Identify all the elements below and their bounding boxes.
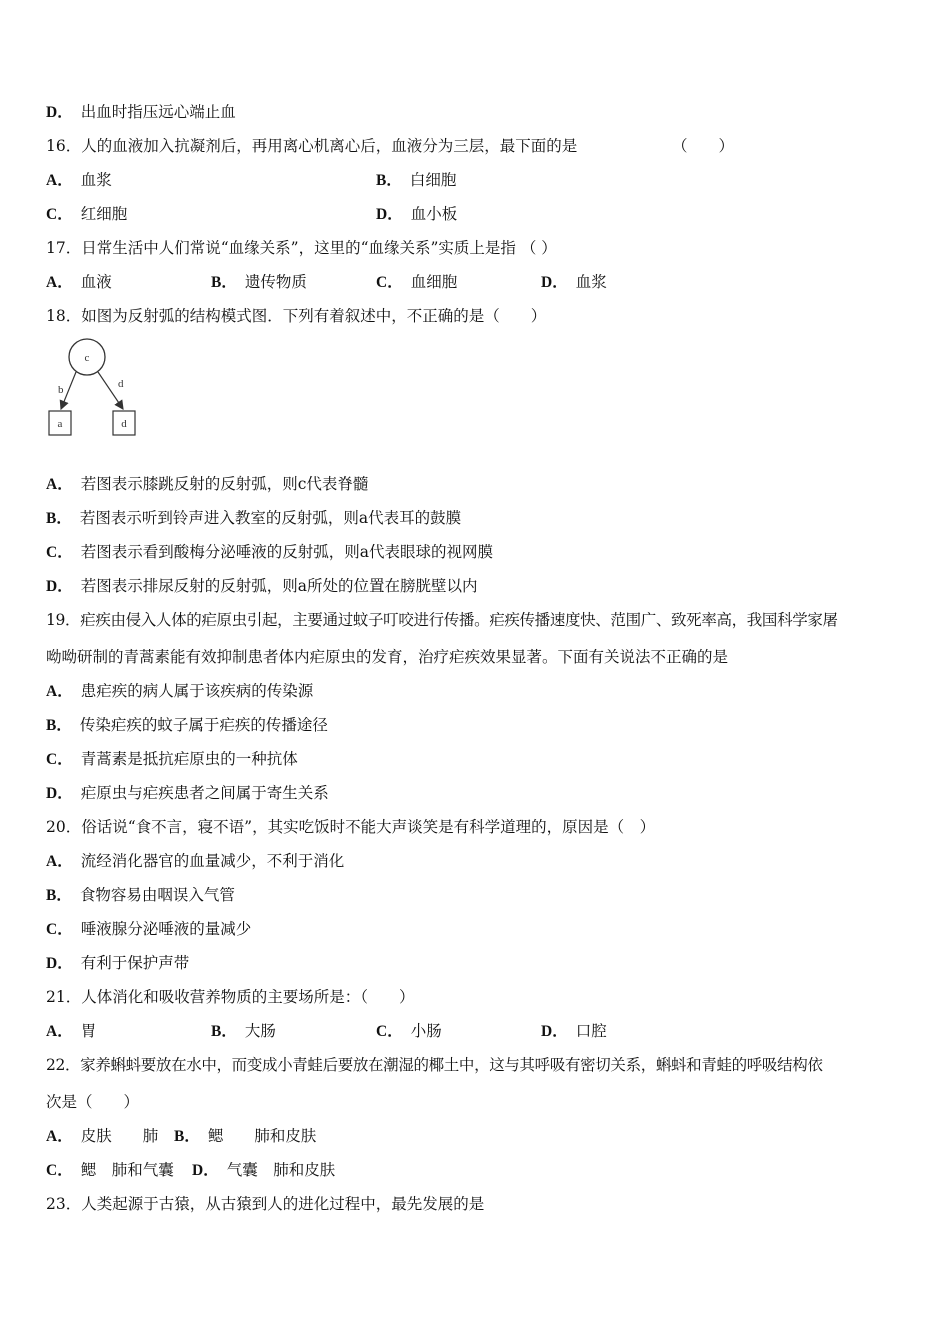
node-a-label: a: [57, 418, 63, 430]
q20-option-c: C． 唾液腺分泌唾液的量减少: [46, 920, 252, 938]
node-d-label: d: [121, 418, 127, 430]
q17-option-c: C． 血细胞: [376, 273, 458, 291]
q18-option-a: A． 若图表示膝跳反射的反射弧，则c代表脊髓: [46, 475, 369, 493]
q19-option-d: D． 疟原虫与疟疾患者之间属于寄生关系: [46, 784, 329, 802]
q22-option-a: A． 皮肤 肺: [46, 1127, 159, 1145]
q19-stem-line1: 19．疟疾由侵入人体的疟原虫引起，主要通过蚊子叮咬进行传播。疟疾传播速度快、范围广、致死率高，我国科学家屠: [46, 611, 838, 629]
q16-option-a: A． 血浆: [46, 171, 112, 189]
q22-option-b: B． 鳃 肺和皮肤: [174, 1127, 317, 1145]
node-c-label: c: [84, 352, 90, 364]
q18-option-d: D． 若图表示排尿反射的反射弧，则a所处的位置在膀胱壁以内: [46, 577, 478, 595]
q17-option-d: D． 血浆: [541, 273, 607, 291]
q17-stem: 17．日常生活中人们常说“血缘关系”，这里的“血缘关系”实质上是指 （ ）: [46, 239, 557, 257]
q21-option-d: D． 口腔: [541, 1022, 607, 1040]
q21-stem: 21．人体消化和吸收营养物质的主要场所是：（ ）: [46, 988, 415, 1006]
edge-b-label: b: [58, 384, 64, 396]
q16-option-c: C． 红细胞: [46, 205, 128, 223]
q17-option-b: B． 遗传物质: [211, 273, 307, 291]
q20-stem: 20．俗话说“食不言，寝不语”，其实吃饭时不能大声谈笑是有科学道理的，原因是（ ）: [46, 818, 656, 836]
q19-stem-line2: 呦呦研制的青蒿素能有效抑制患者体内疟原虫的发育，治疗疟疾效果显著。下面有关说法不正确的是: [46, 648, 729, 666]
q18-stem: 18．如图为反射弧的结构模式图．下列有着叙述中，不正确的是（ ）: [46, 307, 547, 325]
q22-stem-line1: 22．家养蝌蚪要放在水中，而变成小青蛙后要放在潮湿的椰土中，这与其呼吸有密切关系，蝌蚪和青蛙的呼吸结构依: [46, 1056, 823, 1074]
q19-option-b: B． 传染疟疾的蚊子属于疟疾的传播途径: [46, 716, 328, 734]
q20-option-b: B． 食物容易由咽误入气管: [46, 886, 235, 904]
edge-d-label: d: [118, 378, 124, 390]
q16-stem: 16．人的血液加入抗凝剂后，再用离心机离心后，血液分为三层，最下面的是: [46, 137, 578, 155]
q21-option-a: A． 胃: [46, 1022, 97, 1040]
q20-option-d: D． 有利于保护声带: [46, 954, 190, 972]
q16-answer-blank: （ ）: [672, 137, 735, 155]
q16-option-d: D． 血小板: [376, 205, 458, 223]
q21-option-c: C． 小肠: [376, 1022, 442, 1040]
q22-option-c: C． 鳃 肺和气囊: [46, 1161, 174, 1179]
q22-stem-line2: 次是（ ）: [46, 1093, 140, 1111]
q18-option-c: C． 若图表示看到酸梅分泌唾液的反射弧，则a代表眼球的视网膜: [46, 543, 493, 561]
q21-option-b: B． 大肠: [211, 1022, 276, 1040]
q22-option-d: D． 气囊 肺和皮肤: [192, 1161, 336, 1179]
q19-option-a: A． 患疟疾的病人属于该疾病的传染源: [46, 682, 314, 700]
q19-option-c: C． 青蒿素是抵抗疟原虫的一种抗体: [46, 750, 298, 768]
q23-stem: 23．人类起源于古猿，从古猿到人的进化过程中，最先发展的是: [46, 1195, 485, 1213]
reflex-arc-diagram: [40, 335, 150, 445]
q18-option-b: B． 若图表示听到铃声进入教室的反射弧，则a代表耳的鼓膜: [46, 509, 462, 527]
q17-option-a: A． 血液: [46, 273, 112, 291]
q15-option-d: D． 出血时指压远心端止血: [46, 103, 236, 121]
q20-option-a: A． 流经消化器官的血量减少，不利于消化: [46, 852, 345, 870]
q16-option-b: B． 白细胞: [376, 171, 457, 189]
